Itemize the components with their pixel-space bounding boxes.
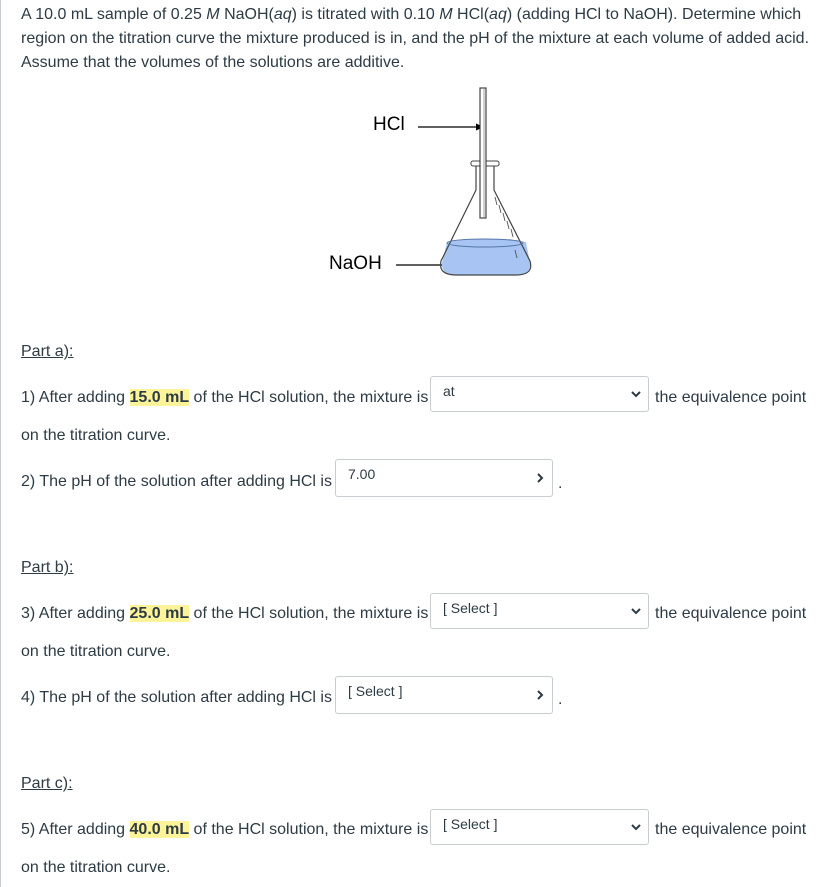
part-c-heading: Part c):	[21, 775, 73, 792]
chevron-down-icon	[630, 388, 642, 400]
q5-tail: on the titration curve.	[21, 859, 171, 876]
chevron-down-icon	[534, 472, 546, 484]
chevron-down-icon	[534, 689, 546, 701]
chevron-down-icon	[630, 821, 642, 833]
q1-tail: on the titration curve.	[21, 427, 171, 444]
q3-suffix: the equivalence point	[655, 605, 807, 622]
q3-text: 3) After adding 25.0 mL of the HCl solution, the mixture is	[21, 605, 429, 622]
part-b-heading: Part b):	[21, 559, 74, 576]
q4-period: .	[558, 691, 563, 708]
q1-region-select[interactable]: at	[430, 376, 649, 412]
q2-period: .	[558, 475, 563, 492]
q2-text: 2) The pH of the solution after adding HCl is	[21, 473, 332, 490]
naoh-label: NaOH	[329, 253, 382, 274]
q5-region-select[interactable]: [ Select ]	[430, 809, 649, 845]
flask-burette-drawing	[300, 85, 560, 295]
q1-text: 1) After adding 15.0 mL of the HCl solution, the mixture is	[21, 389, 429, 406]
q5-text: 5) After adding 40.0 mL of the HCl solution, the mixture is	[21, 821, 429, 838]
q1-suffix: the equivalence point	[655, 389, 807, 406]
chevron-down-icon	[630, 605, 642, 617]
question-text	[21, 3, 821, 75]
q3-volume: 25.0 mL	[129, 605, 190, 622]
q5-suffix: the equivalence point	[655, 821, 807, 838]
part-a-heading: Part a):	[21, 343, 74, 360]
q4-ph-select[interactable]: [ Select ]	[335, 676, 553, 714]
q3-region-select[interactable]: [ Select ]	[430, 593, 649, 629]
titration-figure	[300, 85, 560, 295]
content-left-border	[0, 0, 1, 887]
q1-volume: 15.0 mL	[129, 389, 190, 406]
hcl-label: HCl	[373, 114, 405, 135]
q3-tail: on the titration curve.	[21, 643, 171, 660]
q5-volume: 40.0 mL	[129, 821, 190, 838]
question-line-3: Assume that the volumes of the solutions are additive.	[21, 54, 405, 71]
q4-text: 4) The pH of the solution after adding HCl is	[21, 689, 332, 706]
q2-ph-select[interactable]: 7.00	[335, 459, 553, 497]
question-line-2: region on the titration curve the mixture produced is in, and the pH of the mixture at each volume of added acid.	[21, 30, 810, 47]
question-line-1: A 10.0 mL sample of 0.25 M NaOH(aq) is titrated with 0.10 M HCl(aq) (adding HCl to NaOH). Determine which	[21, 6, 802, 23]
